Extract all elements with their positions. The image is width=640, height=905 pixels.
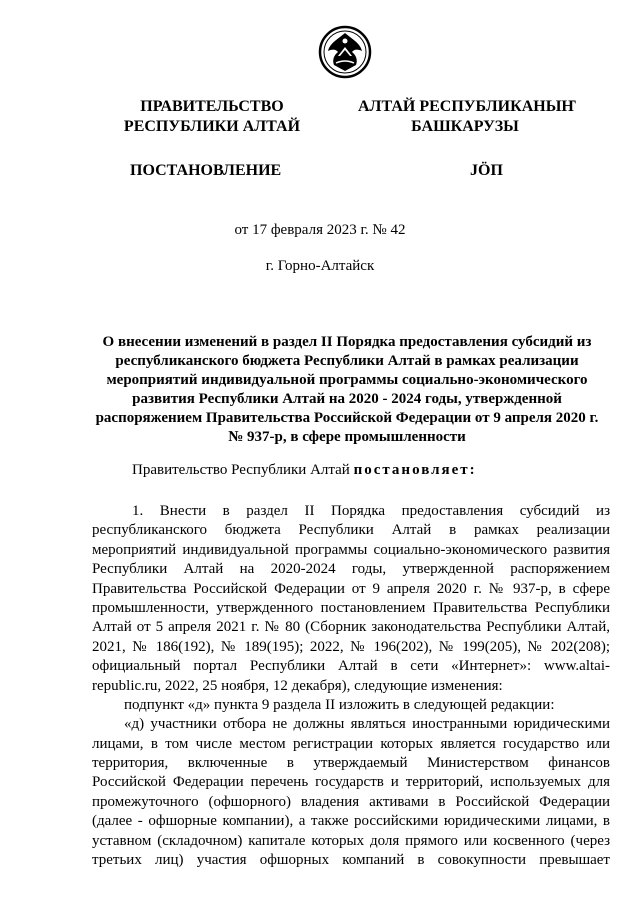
body-line: мероприятий индивидуальной программы социально-экономического развития bbox=[92, 541, 610, 558]
body-line: Российской Федерации перечень государств и территорий, используемых для bbox=[92, 774, 610, 791]
body-line: подпункт «д» пункта 9 раздела II изложить в следующей редакции: bbox=[124, 696, 555, 713]
header-left-line-1: ПРАВИТЕЛЬСТВО bbox=[140, 98, 284, 115]
body-line: Республики Алтай на 2020-2024 годы, утвержденной распоряжением bbox=[92, 561, 610, 578]
body-line: третьих лиц) участия офшорных компаний в совокупности превышает bbox=[92, 852, 610, 869]
body-line: republic.ru, 2022, 25 ноября, 12 декабря), следующие изменения: bbox=[92, 677, 503, 694]
body-line: уставном (складочном) капитале которых доля прямого или косвенного (через bbox=[92, 832, 610, 849]
resolution-line bbox=[132, 462, 477, 479]
title-line: распоряжением Правительства Российской Федерации от 9 апреля 2020 г. bbox=[95, 410, 599, 426]
document-body bbox=[92, 502, 610, 870]
resolution-prefix: Правительство Республики Алтай bbox=[132, 462, 354, 478]
government-name-altai bbox=[358, 97, 577, 137]
doc-type-altai: JÖП bbox=[470, 162, 503, 179]
title-line: развития Республики Алтай на 2020 - 2024 годы, утвержденной bbox=[132, 391, 562, 407]
body-line: территория, включенные в утверждаемый Министерством финансов bbox=[92, 755, 610, 772]
body-line: 1. Внести в раздел II Порядка предоставления субсидий из bbox=[132, 503, 610, 519]
city: г. Горно-Алтайск bbox=[265, 258, 375, 274]
body-line: республиканского бюджета Республики Алтай в рамках реализации bbox=[92, 522, 610, 539]
title-line: республиканского бюджета Республики Алтай в рамках реализации bbox=[115, 353, 579, 369]
title-line: О внесении изменений в раздел II Порядка предоставления субсидий из bbox=[102, 334, 592, 350]
header-left-line-2: РЕСПУБЛИКИ АЛТАЙ bbox=[123, 118, 301, 135]
body-line: Правительства Российской Федерации от 9 апреля 2020 г. № 937-р, в сфере bbox=[92, 580, 610, 597]
title-line: мероприятий индивидуальной программы социально-экономического bbox=[106, 372, 588, 388]
date-and-number: от 17 февраля 2023 г. № 42 bbox=[234, 222, 406, 238]
body-line: официальный портал Республики Алтай в сети «Интернет»: www.altai- bbox=[92, 658, 610, 675]
resolution-verb: постановляет: bbox=[353, 462, 477, 478]
government-name-russian bbox=[112, 97, 312, 137]
title-line: № 937-р, в сфере промышленности bbox=[228, 429, 466, 445]
header-right-line-2: БАШКАРУЗЫ bbox=[411, 118, 519, 135]
body-line: 2021, № 186(192), № 189(195); 2022, № 196(202), № 199(205), № 202(208); bbox=[92, 638, 610, 655]
doc-type-russian: ПОСТАНОВЛЕНИЕ bbox=[130, 162, 282, 179]
body-line: промышленности, утвержденного постановлением Правительства Республики bbox=[92, 599, 610, 616]
body-line: «д) участники отбора не должны являться иностранными юридическими bbox=[124, 716, 610, 733]
body-line: лицами, в том числе местом регистрации которых является государство или bbox=[92, 735, 610, 752]
body-line: (далее - офшорные компании), а также российскими юридическими лицами, в bbox=[92, 813, 610, 830]
coat-of-arms-emblem bbox=[318, 25, 372, 79]
document-title bbox=[92, 333, 602, 447]
body-line: промежуточного (офшорного) владения активами в Российской Федерации bbox=[92, 793, 610, 810]
header-right-line-1: АЛТАЙ РЕСПУБЛИКАНЫҤ bbox=[358, 98, 577, 115]
body-line: Алтай от 5 апреля 2021 г. № 80 (Сборник законодательства Республики Алтай, bbox=[92, 619, 610, 636]
